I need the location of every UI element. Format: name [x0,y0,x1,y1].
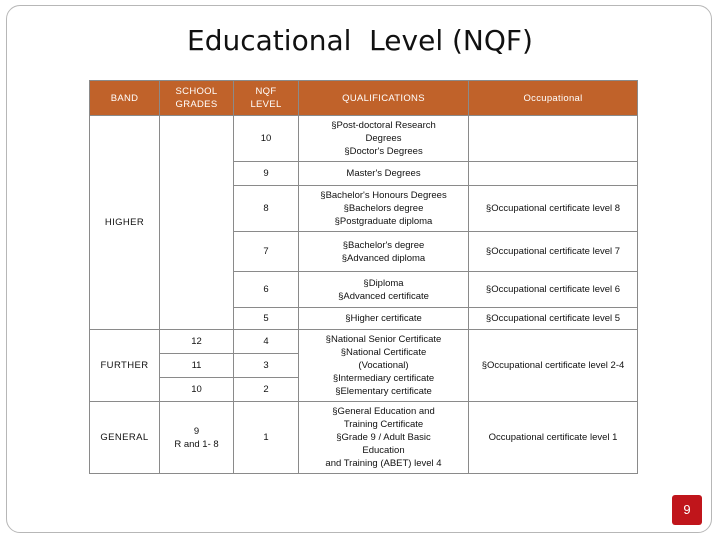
nqf-table [89,80,638,474]
qualification-line: Education [362,445,405,456]
occupational-cell [469,116,638,162]
grade-cell: 12 [160,330,234,354]
qualifications-cell [299,232,469,272]
qualification-line: §National Senior Certificate [325,334,442,345]
qualifications-cell [299,308,469,330]
qualification-line: §Bachelor's degree [342,239,425,251]
qualification-line: §Advanced certificate [338,290,429,302]
qualifications-cell [299,402,469,474]
table-row [90,402,638,474]
occupational-cell [469,272,638,308]
occupational-cell [469,308,638,330]
qualifications-cell [299,116,469,162]
qualification-line: §Postgraduate diploma [334,216,433,227]
qualifications-cell [299,272,469,308]
grade-line: 9 [193,425,200,437]
band-general: GENERAL [90,402,160,474]
level-cell: 5 [234,308,299,330]
level-cell: 8 [234,186,299,232]
qualifications-cell [299,186,469,232]
grade-cell: 11 [160,354,234,378]
grades-cell-higher [160,116,234,330]
header-qualifications: QUALIFICATIONS [299,81,469,116]
slide-title: Educational Level (NQF) [187,24,533,57]
qualification-line: §Intermediary certificate [332,373,435,384]
header-nqf-level [234,81,299,116]
header-row [90,81,638,116]
occupational-cell [469,162,638,186]
occupational-cell [469,186,638,232]
occupational-line: §Occupational certificate level 5 [485,313,621,324]
header-band: BAND [90,81,160,116]
qualification-line: §Diploma [363,277,404,289]
level-cell: 3 [234,354,299,378]
qualifications-cell [299,162,469,186]
qualification-line: §Advanced diploma [341,252,426,264]
occupational-cell-further [469,330,638,402]
occupational-cell [469,402,638,474]
occupational-line: Occupational certificate level 1 [488,432,618,443]
occupational-line: §Occupational certificate level 2-4 [481,360,625,371]
header-school-grades-line: SCHOOL [175,86,218,97]
table-row [90,330,638,354]
qualification-line: §Bachelor's Honours Degrees [320,190,447,201]
header-nqf-level-line: LEVEL [250,99,282,110]
qualification-line: §Doctor's Degrees [344,146,423,157]
level-cell: 10 [234,116,299,162]
level-cell: 1 [234,402,299,474]
grade-cell: 10 [160,378,234,402]
qualification-line: (Vocational) [358,360,409,371]
header-nqf-level-line: NQF [255,86,277,97]
qualification-line: Degrees [365,133,402,144]
level-cell: 4 [234,330,299,354]
occupational-line: §Occupational certificate level 6 [485,284,621,295]
qualification-line: §Bachelors degree [343,203,424,214]
qualification-line: Master's Degrees [346,168,421,179]
header-school-grades [160,81,234,116]
level-cell: 9 [234,162,299,186]
qualification-line: §Grade 9 / Adult Basic [336,432,431,443]
page-number-badge: 9 [672,495,702,525]
qualification-line: §General Education and [332,406,435,417]
grade-line: R and 1- 8 [174,438,219,450]
qualification-line: §Elementary certificate [335,386,432,397]
header-school-grades-line: GRADES [175,99,218,110]
qualification-line: §National Certificate [340,347,427,358]
header-occupational: Occupational [469,81,638,116]
occupational-line: §Occupational certificate level 7 [485,246,621,257]
qualification-line: Training Certificate [343,419,424,430]
occupational-cell [469,232,638,272]
band-further: FURTHER [90,330,160,402]
grade-cell [160,402,234,474]
occupational-line: §Occupational certificate level 8 [485,203,621,214]
band-higher: HIGHER [90,116,160,330]
qualification-line: §Post-doctoral Research [331,120,436,131]
qualification-line: and Training (ABET) level 4 [325,458,442,469]
level-cell: 7 [234,232,299,272]
level-cell: 6 [234,272,299,308]
table-row [90,116,638,162]
qualification-line: §Higher certificate [345,313,422,324]
level-cell: 2 [234,378,299,402]
qualifications-cell-further [299,330,469,402]
